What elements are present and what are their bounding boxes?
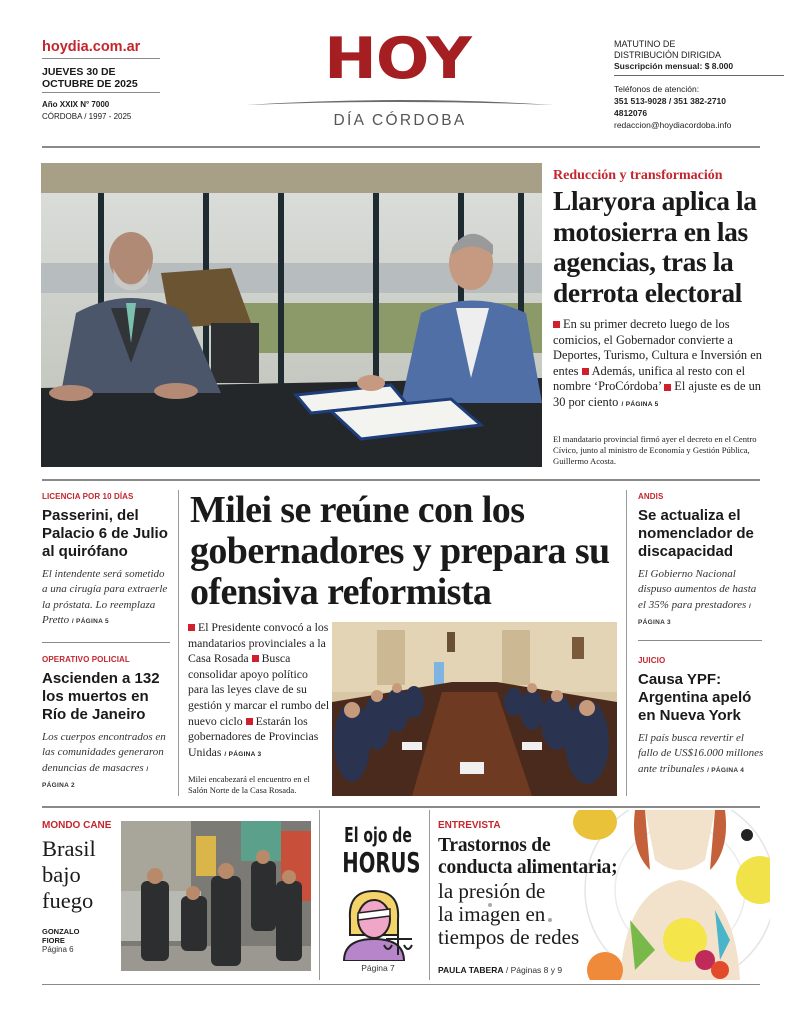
subheadline-line-3: tiempos de redes <box>438 925 580 949</box>
author-last-name: FIORE <box>42 936 65 945</box>
brief-headline[interactable]: Causa YPF: Argentina apeló en Nueva York <box>638 671 752 724</box>
lead-bullet-1: En su primer decreto luego de los comicios, el Gobernador convierte a Deportes, Turismo, Cultura e Inversión en entes <box>553 317 762 378</box>
section-divider <box>42 479 760 481</box>
bullet-icon <box>582 368 589 375</box>
page-reference[interactable]: / PÁGINA 4 <box>707 766 745 774</box>
edition-number: Año XXIX N° 7000 <box>42 100 110 109</box>
divider <box>638 640 762 641</box>
section-divider <box>42 806 760 808</box>
phone-number-alt: 4812076 <box>614 108 648 118</box>
brief-summary <box>42 567 170 630</box>
column-divider <box>319 810 320 980</box>
phones-label: Teléfonos de atención: <box>614 84 700 94</box>
mondo-photo-image <box>121 821 311 971</box>
subscription-price: Suscripción mensual: $ 8.000 <box>614 61 784 76</box>
lead-headline[interactable]: Llaryora aplica la motosierra en las agencias, tras la derrota electoral <box>553 185 757 308</box>
phone-numbers: 351 513-9028 / 351 382-2710 <box>614 96 727 106</box>
date-line-1: JUEVES 30 DE <box>42 66 116 78</box>
logo-swoosh-icon <box>246 97 554 107</box>
horus-title[interactable] <box>342 823 421 879</box>
page-reference[interactable]: / PÁGINA 3 <box>224 750 262 758</box>
brief-kicker: ANDIS <box>638 492 664 501</box>
center-headline[interactable]: Milei se reúne con los gobernadores y prepara su ofensiva reformista <box>190 489 610 613</box>
brief-story[interactable] <box>638 656 764 778</box>
bullet-icon <box>664 384 671 391</box>
edition-info <box>42 99 131 123</box>
page-reference[interactable]: / PÁGINA 3 <box>638 602 752 627</box>
brief-story[interactable] <box>42 655 170 794</box>
mondo-kicker: MONDO CANE <box>42 820 112 831</box>
justice-figure-icon <box>340 889 416 961</box>
subheadline-line-1: la presión de <box>438 879 546 903</box>
lead-photo[interactable] <box>41 163 542 467</box>
brief-headline[interactable]: Se actualiza el nomenclador de discapacidad <box>638 507 754 560</box>
brief-summary <box>638 731 764 778</box>
page-reference[interactable]: Página 7 <box>361 963 395 973</box>
bullet-icon <box>553 321 560 328</box>
divider <box>42 642 170 643</box>
site-url-link[interactable]: hoydia.com.ar <box>42 39 141 55</box>
date-line-2: OCTUBRE DE 2025 <box>42 78 138 90</box>
author-first-name: GONZALO <box>42 927 80 936</box>
center-photo-image <box>332 622 617 796</box>
entrevista-byline <box>438 965 562 975</box>
page-reference[interactable]: / Páginas 8 y 9 <box>505 965 563 975</box>
center-photo-caption: Milei encabezará el encuentro en el Salón Norte de la Casa Rosada. <box>188 774 310 796</box>
headline-line-2: conducta alimentaria; <box>438 857 618 878</box>
entrevista-subheadline <box>438 880 579 949</box>
lead-summary <box>553 317 768 413</box>
brief-story[interactable] <box>42 492 170 630</box>
lead-kicker: Reducción y transformación <box>553 168 723 183</box>
distribution-info <box>614 39 784 131</box>
brief-kicker: OPERATIVO POLICIAL <box>42 655 130 664</box>
bullet-icon <box>246 718 253 725</box>
page-reference[interactable]: / PÁGINA 5 <box>621 400 659 408</box>
column-divider <box>178 490 179 796</box>
center-summary <box>188 620 330 762</box>
center-bullet-1: El Presidente convocó a los mandatarios provinciales a la Casa Rosada <box>188 620 329 666</box>
edition-place: CÓRDOBA / 1997 - 2025 <box>42 112 132 121</box>
mondo-headline[interactable]: Brasil bajo fuego <box>42 836 96 913</box>
brief-body: El país busca revertir el fallo de US$16.000 millones ante tribunales <box>638 732 764 775</box>
lead-photo-caption: El mandatario provincial firmó ayer el decreto en el Centro Cívico, junto al ministro de Economía y Gestión Pública, Guillermo Acosta. <box>553 434 757 467</box>
bullet-icon <box>188 624 195 631</box>
divider <box>42 58 160 59</box>
column-divider <box>626 490 627 796</box>
brief-body: Los cuerpos encontrados en las comunidades generaron denuncias de masacres <box>42 731 166 774</box>
entrevista-kicker: ENTREVISTA <box>438 820 501 831</box>
brief-summary <box>638 567 764 631</box>
brief-summary <box>42 730 170 794</box>
brief-headline[interactable]: Passerini, del Palacio 6 de Julio al quirófano <box>42 507 168 560</box>
logo: HOY <box>324 25 471 92</box>
lead-photo-image <box>41 163 542 467</box>
brief-headline[interactable]: Ascienden a 132 los muertos en Río de Janeiro <box>42 670 160 723</box>
center-bullet-2: Busca consolidar apoyo político para las leyes clave de su gestión y marcar el rumbo del nuevo ciclo <box>188 651 330 728</box>
divider <box>42 92 160 93</box>
headline-line-1: Trastornos de <box>438 835 551 856</box>
masthead-divider <box>42 146 760 148</box>
horus-title-line-2: HORUS <box>342 846 421 879</box>
logo-subtitle: DÍA CÓRDOBA <box>333 112 467 129</box>
brief-story[interactable] <box>638 492 764 631</box>
distribution-line-2: DISTRIBUCIÓN DIRIGIDA <box>614 50 722 60</box>
bullet-icon <box>252 655 259 662</box>
center-photo[interactable] <box>332 622 617 796</box>
lead-bullet-3: El ajuste es de un 30 por ciento <box>553 379 761 409</box>
page-reference[interactable]: Página 6 <box>42 945 74 954</box>
distribution-line-1: MATUTINO DE <box>614 39 676 49</box>
brief-kicker: JUICIO <box>638 656 666 665</box>
page-reference[interactable]: / PÁGINA 5 <box>71 618 109 626</box>
horus-title-line-1: El ojo de <box>344 823 412 847</box>
lead-bullet-2: Además, unifica al resto con el nombre ‘ProCórdoba’ <box>553 363 746 394</box>
contact-email-link[interactable]: redaccion@hoydiacordoba.info <box>614 120 732 130</box>
center-bullet-3: Estarán los gobernadores de Provincias Unidas <box>188 713 319 759</box>
mondo-photo[interactable] <box>121 821 311 971</box>
subheadline-line-2: la imagen en <box>438 902 546 926</box>
brief-body: El intendente será sometido a una cirugía para extraerle la próstata. Lo reemplaza Pretto <box>42 568 168 627</box>
entrevista-headline[interactable] <box>438 835 617 879</box>
issue-date <box>42 66 138 90</box>
mondo-author <box>42 927 80 945</box>
footer-divider <box>42 984 760 985</box>
brief-body: El Gobierno Nacional dispuso aumentos de hasta el 35% para prestadores <box>638 568 757 611</box>
brief-kicker: LICENCIA POR 10 DÍAS <box>42 492 134 501</box>
author-name: PAULA TABERA <box>438 965 504 975</box>
page-reference[interactable]: / PÁGINA 2 <box>42 765 149 790</box>
